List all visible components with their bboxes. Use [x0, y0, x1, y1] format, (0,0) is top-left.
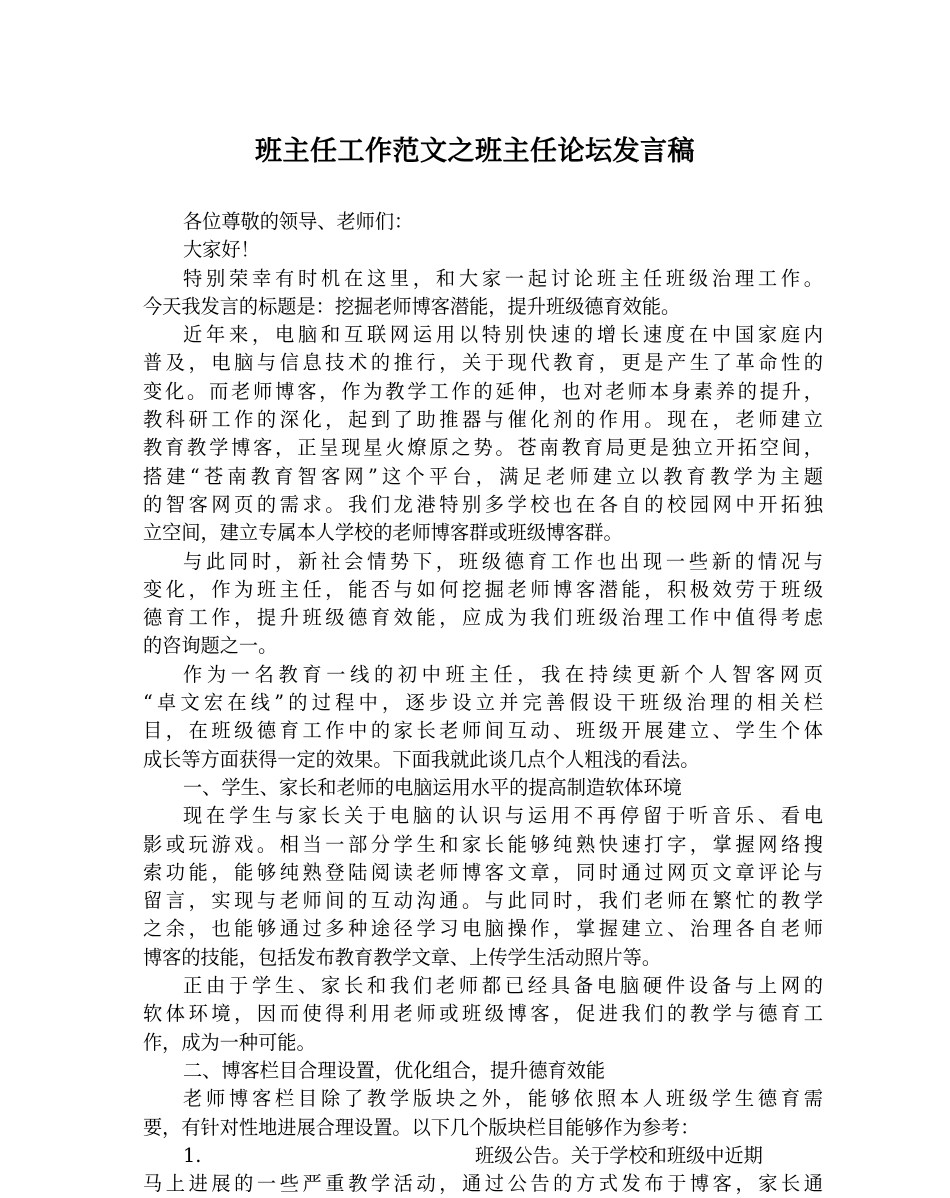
section-heading: 二、博客栏目合理设置，优化组合，提升德育效能	[183, 1058, 606, 1082]
text-line: 软体环境，因而使得利用老师或班级博客，促进我们的教学与德育工	[143, 1002, 823, 1026]
text-line: 作为一名教育一线的初中班主任，我在持续更新个人智客网页	[183, 662, 823, 686]
text-line: 现在学生与家长关于电脑的认识与运用不再停留于听音乐、看电	[183, 804, 823, 828]
text-line: 正由于学生、家长和我们老师都已经具备电脑硬件设备与上网的	[183, 974, 823, 998]
text-line: 马上进展的一些严重教学活动，通过公告的方式发布于博客，家长通	[143, 1172, 823, 1196]
text-line: 的咨询题之一。	[143, 634, 278, 658]
text-line: 教科研工作的深化，起到了助推器与催化剂的作用。现在，老师建立	[143, 408, 823, 432]
text-line: 大家好！	[183, 238, 260, 262]
list-item-number: 1.	[183, 1143, 202, 1167]
text-line: 各位尊敬的领导、老师们：	[183, 210, 414, 233]
text-line: 变化，作为班主任，能否与如何挖掘老师博客潜能，积极效劳于班级	[143, 577, 823, 601]
text-line: 影或玩游戏。相当一部分学生和家长能够纯熟快速打字，掌握网络搜	[143, 832, 823, 856]
text-line: 近年来，电脑和互联网运用以特别快速的增长速度在中国家庭内	[183, 323, 823, 347]
text-line: 特别荣幸有时机在这里，和大家一起讨论班主任班级治理工作。	[183, 266, 823, 290]
text-line: 的智客网页的需求。我们龙港特别多学校也在各自的校园网中开拓独	[143, 492, 823, 516]
text-line: 留言，实现与老师间的互动沟通。与此同时，我们老师在繁忙的教学	[143, 889, 823, 913]
list-item-text: 班级公告。关于学校和班级中近期	[475, 1143, 763, 1167]
text-line: 与此同时，新社会情势下，班级德育工作也出现一些新的情况与	[183, 549, 823, 573]
text-line: 作，成为一种可能。	[143, 1030, 316, 1054]
list-item	[143, 1142, 823, 1170]
document-body	[143, 208, 823, 1198]
text-line: 要，有针对性地进展合理设置。以下几个版块栏目能够作为参考：	[143, 1115, 700, 1139]
text-line: 德育工作，提升班级德育效能，应成为我们班级治理工作中值得考虑	[143, 606, 823, 630]
text-line: 教育教学博客，正呈现星火燎原之势。苍南教育局更是独立开拓空间，	[143, 436, 823, 460]
text-line: 目，在班级德育工作中的家长老师间互动、班级开展建立、学生个体	[143, 719, 823, 743]
text-line: 变化。而老师博客，作为教学工作的延伸，也对老师本身素养的提升，	[143, 379, 823, 403]
text-line: 成长等方面获得一定的效果。下面我就此谈几点个人粗浅的看法。	[143, 747, 700, 771]
text-line: 搭建“苍南教育智客网”这个平台，满足老师建立以教育教学为主题	[143, 464, 823, 488]
text-line: 索功能，能够纯熟登陆阅读老师博客文章，同时通过网页文章评论与	[143, 860, 823, 884]
text-line: 普及，电脑与信息技术的推行，关于现代教育，更是产生了革命性的	[143, 351, 823, 375]
section-heading: 一、学生、家长和老师的电脑运用水平的提高制造软体环境	[183, 775, 682, 799]
text-line: 博客的技能，包括发布教育教学文章、上传学生活动照片等。	[143, 945, 662, 969]
text-line: 立空间，建立专属本人学校的老师博客群或班级博客群。	[143, 521, 623, 545]
text-line: “卓文宏在线”的过程中，逐步设立并完善假设干班级治理的相关栏	[143, 691, 823, 715]
text-line: 老师博客栏目除了教学版块之外，能够依照本人班级学生德育需	[183, 1087, 823, 1111]
text-line: 今天我发言的标题是：挖掘老师博客潜能，提升班级德育效能。	[143, 294, 681, 318]
document-title: 班主任工作范文之班主任论坛发言稿	[255, 136, 695, 167]
text-line: 之余，也能够通过多种途径学习电脑操作，掌握建立、治理各自老师	[143, 917, 823, 941]
